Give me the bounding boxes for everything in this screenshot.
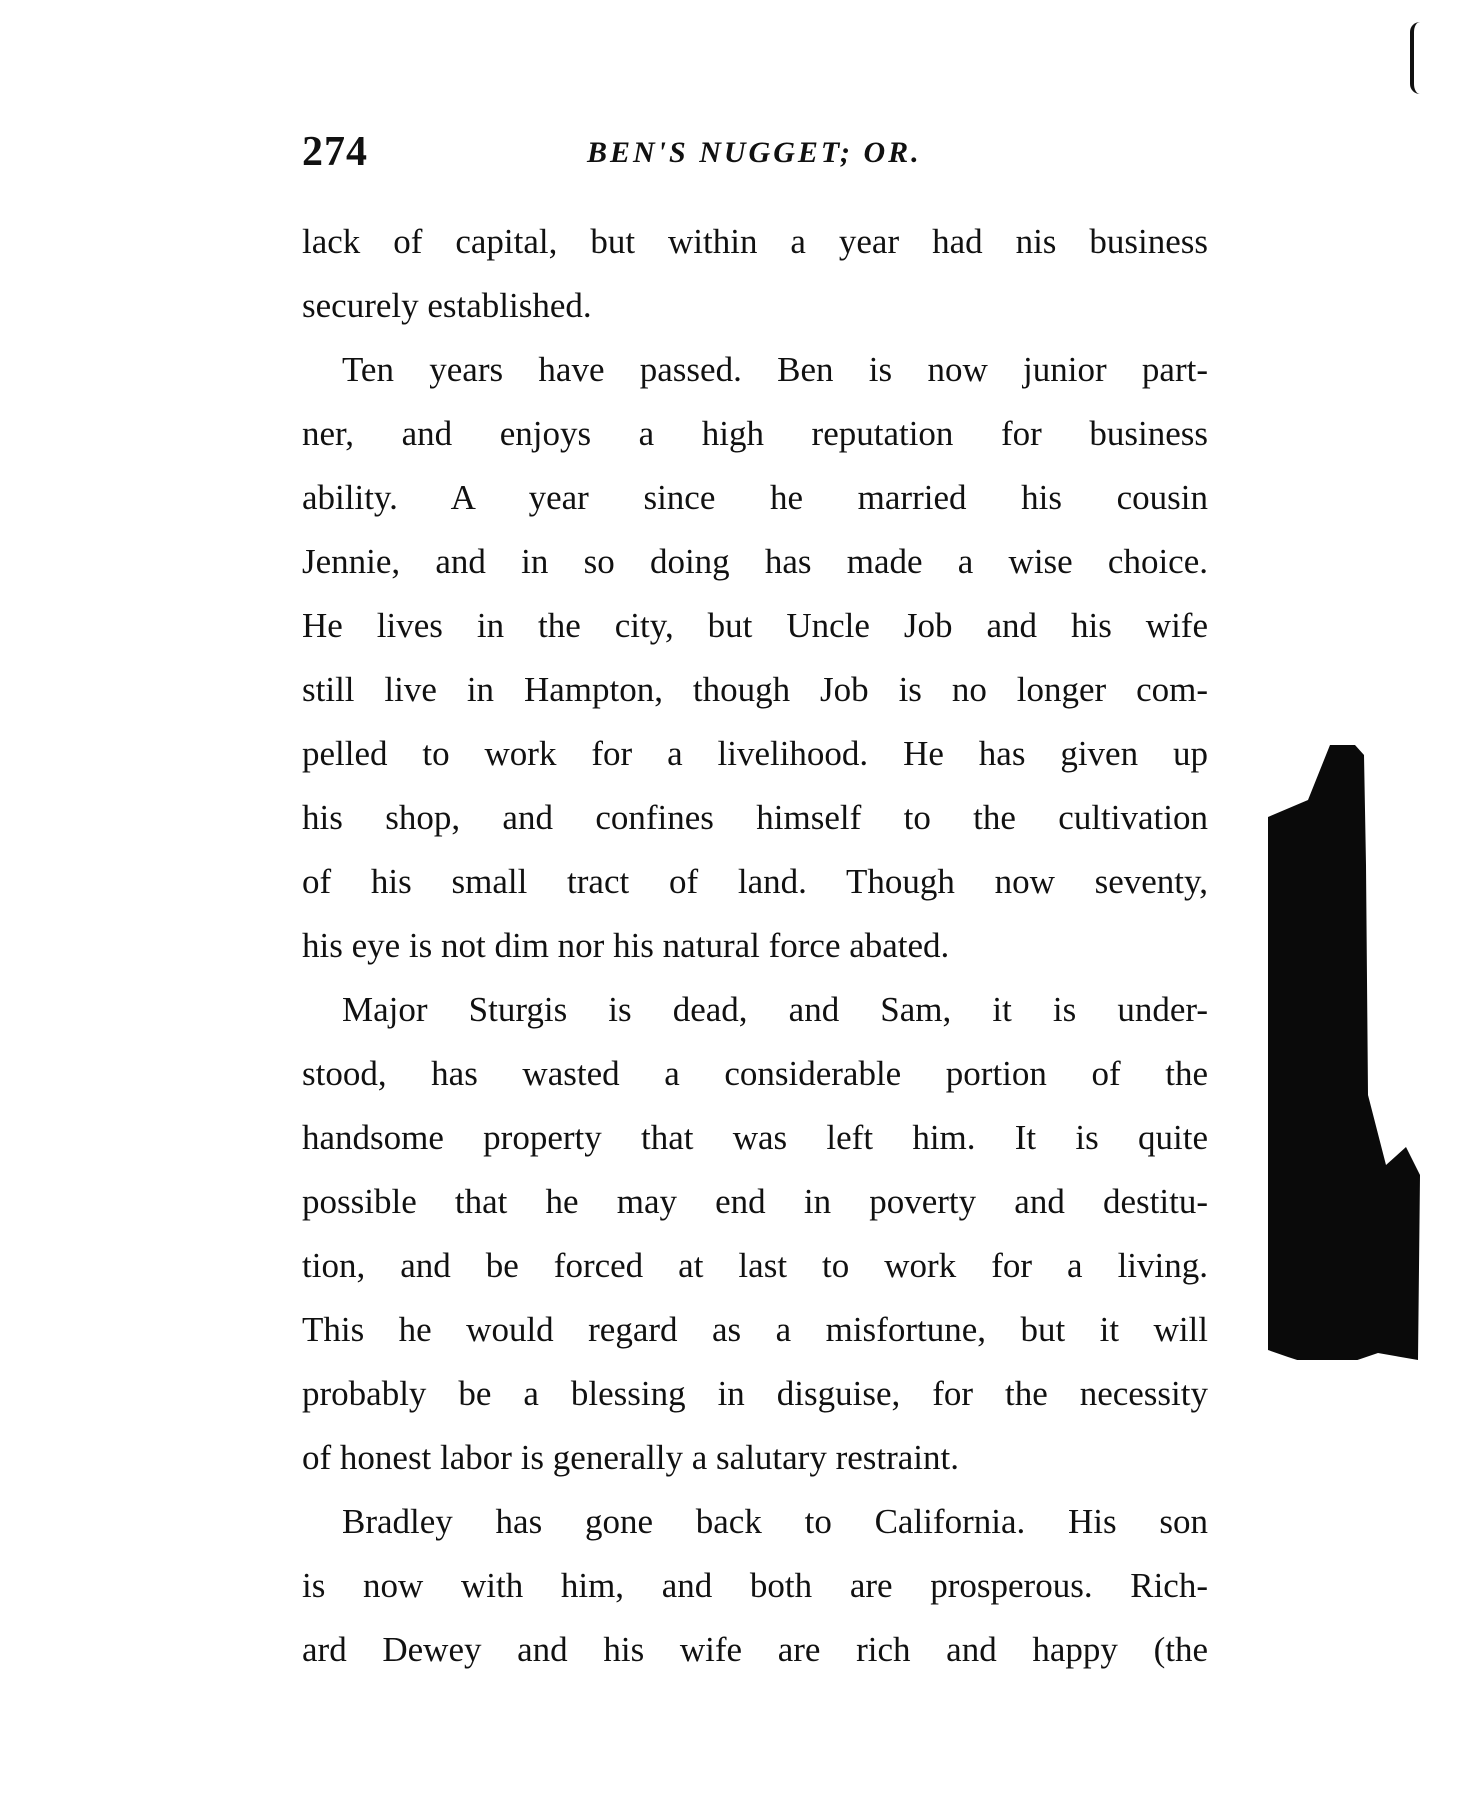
text-line: ability. A year since he married his cousin xyxy=(302,478,1208,517)
text-line: pelled to work for a livelihood. He has given up xyxy=(302,734,1208,773)
scan-shadow-artifact xyxy=(1268,745,1420,1360)
text-line: probably be a blessing in disguise, for the necessity xyxy=(302,1374,1208,1413)
text-line: of honest labor is generally a salutary restraint. xyxy=(302,1438,960,1477)
text-line: his eye is not dim nor his natural force abated. xyxy=(302,926,950,965)
text-line: tion, and be forced at last to work for a living. xyxy=(302,1246,1208,1285)
page-number: 274 xyxy=(302,129,368,175)
text-line: This he would regard as a misfortune, but it will xyxy=(302,1310,1208,1349)
text-line: of his small tract of land. Though now seventy, xyxy=(302,862,1208,901)
text-line: Bradley has gone back to California. His son xyxy=(342,1502,1208,1541)
text-line: lack of capital, but within a year had nis business xyxy=(302,222,1208,261)
scan-edge-mark xyxy=(1410,22,1428,94)
text-line: still live in Hampton, though Job is no longer com- xyxy=(302,670,1208,709)
text-line: Jennie, and in so doing has made a wise choice. xyxy=(302,542,1208,581)
text-line: ner, and enjoys a high reputation for business xyxy=(302,414,1208,453)
text-line: securely established. xyxy=(302,286,592,325)
text-line: is now with him, and both are prosperous. Rich- xyxy=(302,1566,1208,1605)
text-line: handsome property that was left him. It is quite xyxy=(302,1118,1208,1157)
text-line: ard Dewey and his wife are rich and happy (the xyxy=(302,1630,1208,1669)
text-line: Ten years have passed. Ben is now junior part- xyxy=(342,350,1208,389)
running-title: BEN'S NUGGET; OR. xyxy=(587,136,922,169)
text-line: Major Sturgis is dead, and Sam, it is under- xyxy=(342,990,1208,1029)
text-line: possible that he may end in poverty and destitu- xyxy=(302,1182,1208,1221)
text-line: stood, has wasted a considerable portion of the xyxy=(302,1054,1208,1093)
page-header xyxy=(302,128,1208,178)
text-line: He lives in the city, but Uncle Job and his wife xyxy=(302,606,1208,645)
text-line: his shop, and confines himself to the cultivation xyxy=(302,798,1208,837)
body-text xyxy=(302,210,1208,1682)
